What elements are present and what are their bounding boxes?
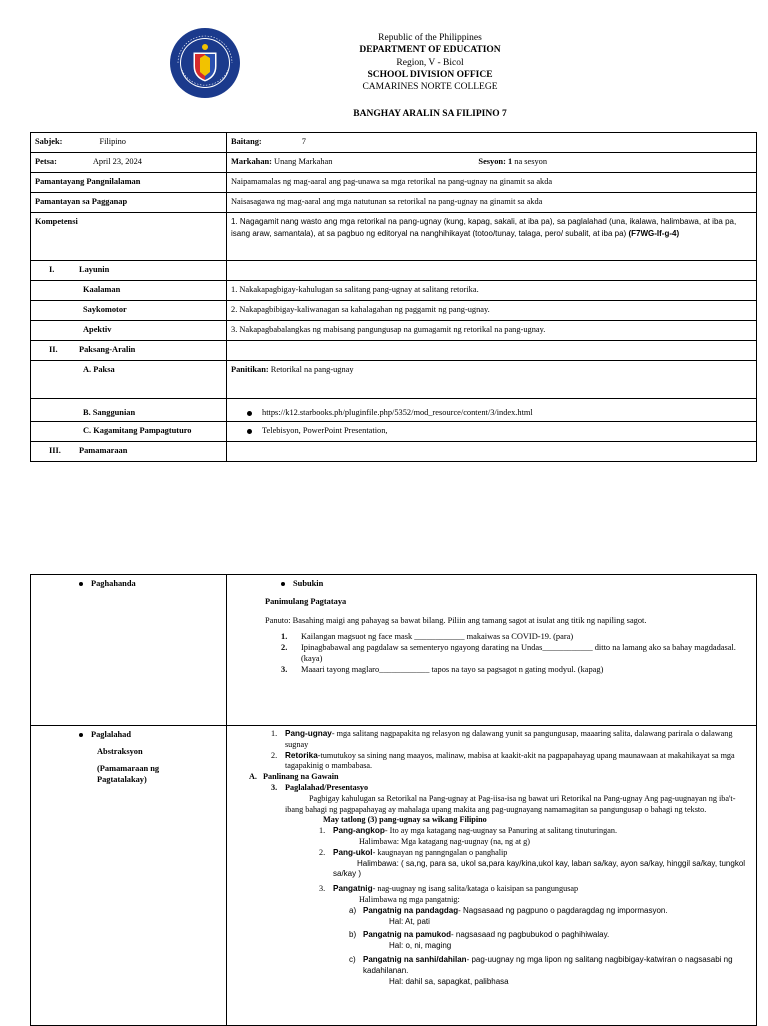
objectives-empty-cell	[227, 261, 757, 281]
conjunction-b	[231, 930, 752, 941]
knowledge-value: 1. Nakakapagbigay-kahulugan sa salitang pang-ugnay at salitang retorika.	[227, 281, 757, 301]
affective-label: Apektiv	[31, 321, 227, 341]
presentation-subheading-number: 3.	[271, 782, 278, 792]
topic-key: Panitikan:	[231, 365, 269, 374]
conjunction-a-term: Pangatnig na pandagdag	[363, 905, 459, 915]
type-3-number: 3.	[319, 884, 326, 894]
performance-standard-value: Naisasagawa ng mag-aaral ang mga natutunan sa retorikal na pang-ugnay na ginamit sa akda	[227, 193, 757, 213]
type-3	[231, 884, 752, 895]
conjunction-a-example: Hal: At, pati	[389, 916, 430, 926]
grade-value: 7	[301, 137, 306, 146]
materials-cell	[227, 422, 757, 442]
definition-2-number: 2.	[271, 750, 278, 760]
psychomotor-value: 2. Nakapagbibigay-kaliwanagan sa kahalagahan ng paggamit ng pang-ugnay.	[227, 301, 757, 321]
procedure-label: Pamamaraan	[79, 446, 128, 455]
subject-matter-row-label	[31, 341, 227, 361]
definition-1	[231, 729, 752, 751]
competency-code: (F7WG-If-g-4)	[628, 229, 680, 238]
question-3-text: Maaari tayong maglaro____________ tapos na tayo sa pagsagot n gating modyul. (kapag)	[301, 665, 604, 674]
competency-cell	[227, 213, 757, 261]
plan-title: BANGHAY ARALIN SA FILIPINO 7	[353, 109, 507, 119]
type-1-term: Pang-angkop	[333, 826, 385, 836]
psychomotor-label: Saykomotor	[31, 301, 227, 321]
materials-label: C. Kagamitang Pampagtuturo	[31, 422, 227, 442]
objectives-row-label	[31, 261, 227, 281]
topic-label: A. Paksa	[31, 361, 227, 399]
type-1-number: 1.	[319, 826, 326, 836]
preparation-label: Paghahanda	[91, 579, 136, 588]
conjunction-a-letter: a)	[349, 905, 357, 915]
subject-cell	[31, 133, 227, 153]
competency-value: 1. Nagagamit nang wasto ang mga retorikal na pang-ugnay (kung, kapag, sakali, at iba pa), sa paglalahad (una, ikalawa, halimbawa, at iba pa, isang araw, samantala), at sa pagbuo ng editoryal na nanghihikayat (totoo/tunay, talaga, pero/ subalit, at iba pa)	[231, 217, 737, 238]
lesson-plan-table-2	[30, 574, 757, 1026]
type-2-number: 2.	[319, 847, 326, 857]
department-line: DEPARTMENT OF EDUCATION	[359, 45, 501, 56]
procedure-row-label	[31, 442, 227, 462]
references-link[interactable]: https://k12.starbooks.ph/pluginfile.php/5352/mod_resource/content/3/index.html	[262, 408, 533, 417]
republic-line: Republic of the Philippines	[378, 33, 482, 43]
main-activity-letter: A.	[249, 772, 257, 782]
discussion-cell	[227, 726, 757, 1026]
type-1	[231, 826, 752, 837]
quarter-cell	[227, 153, 757, 173]
session-label: Sesyon: 1	[478, 157, 513, 166]
references-cell	[227, 399, 757, 422]
method-label: (Pamamaraan ng Pagtatalakay)	[97, 764, 160, 784]
conjunction-c-text: - pag-uugnay ng mga lipon ng salitang nagbibigay-katwiran o nagsasabi ng kadahilanan.	[363, 954, 733, 975]
topic-cell	[227, 361, 757, 399]
procedure-numeral: III.	[49, 446, 61, 455]
subukin-line	[231, 578, 752, 589]
conjunction-c-term: Pangatnig na sanhi/dahilan	[363, 954, 467, 964]
definition-2-term: Retorika	[285, 750, 318, 760]
subject-matter-empty-cell	[227, 341, 757, 361]
type-2-term: Pang-ukol	[333, 847, 373, 857]
pretest-questions	[231, 631, 752, 675]
presentation-label: Paglalahad	[91, 730, 132, 739]
topic-value: Retorikal na pang-ugnay	[270, 365, 354, 374]
objectives-numeral: I.	[49, 265, 55, 274]
type-3-term: Pangatnig	[333, 884, 373, 894]
subject-value: Filipino	[99, 137, 126, 146]
content-standard-value: Naipamamalas ng mag-aaral ang pag-unawa sa mga retorikal na pang-ugnay na ginamit sa akda	[227, 173, 757, 193]
bullet-icon	[247, 411, 252, 416]
document-header	[230, 32, 630, 93]
type-1-example: Halimbawa: Mga katagang nag-uugnay (na, ng at g)	[359, 836, 530, 846]
question-1-number: 1.	[281, 632, 288, 641]
references-label: B. Sanggunian	[31, 399, 227, 422]
type-3-example: Halimbawa ng mga pangatnig:	[359, 894, 460, 904]
main-activity-label: Panlinang na Gawain	[263, 772, 339, 782]
question-2-text: Ipinagbabawal ang pagdalaw sa sementeryo ngayong darating na Undas____________ ditto na lamang ako sa bahay magdadasal. (kaya)	[301, 643, 736, 663]
performance-standard-label: Pamantayan sa Pagganap	[31, 193, 227, 213]
procedure-empty-cell	[227, 442, 757, 462]
quarter-label: Markahan:	[231, 157, 272, 166]
materials-value: Telebisyon, PowerPoint Presentation,	[262, 426, 388, 435]
presentation-subheading	[231, 783, 752, 794]
definition-1-text: - mga salitang nagpapakita ng relasyon ng dalawang yunit sa pangungusap, maaaring salita, dalawang parirala o dalawang sugnay	[285, 729, 733, 749]
presentation-line	[79, 729, 222, 740]
type-1-text: - Ito ay mga katagang nag-uugnay sa Panuring at salitang tinuturingan.	[384, 826, 618, 836]
question-1-text: Kailangan magsuot ng face mask ____________ makaiwas sa COVID-19. (para)	[301, 632, 574, 641]
competency-label: Kompetensi	[31, 213, 227, 261]
type-2-example: Halimbawa: ( sa,ng, para sa, ukol sa,para kay/kina,ukol kay, laban sa/kay, ayon sa/kay, hinggil sa/kay, tungkol sa/kay )	[333, 858, 746, 879]
pretest-instructions: Panuto: Basahing maigi ang pahayag sa bawat bilang. Piliin ang tamang sagot at isulat ang titik ng napiling sagot.	[265, 616, 647, 625]
division-line: SCHOOL DIVISION OFFICE	[367, 69, 493, 80]
grade-label: Baitang:	[231, 137, 262, 146]
definition-1-number: 1.	[271, 729, 278, 738]
bullet-icon	[247, 429, 252, 434]
type-3-text: - nag-uugnay ng isang salita/kataga o kaisipan sa pangungusap	[372, 884, 579, 894]
objectives-label: Layunin	[79, 265, 110, 274]
conjunction-b-term: Pangatnig na pamukod	[363, 930, 452, 940]
presentation-subheading-label: Paglalahad/Presentasyo	[285, 782, 369, 792]
conjunction-c-letter: c)	[349, 954, 356, 964]
affective-value: 3. Nakapagbabalangkas ng mabisang pangungusap na gumagamit ng retorikal na pang-ugnay.	[227, 321, 757, 341]
bullet-icon	[79, 582, 83, 586]
type-2-text: - kaugnayan ng panngngalan o panghalip	[372, 847, 508, 857]
pretest-cell	[227, 575, 757, 726]
date-label: Petsa:	[35, 157, 57, 166]
abstraction-label: Abstraksyon	[97, 747, 143, 756]
subukin-label: Subukin	[293, 579, 324, 588]
subject-label: Sabjek:	[35, 137, 63, 146]
question-2	[281, 642, 752, 664]
definition-1-term: Pang-ugnay	[285, 729, 332, 738]
definition-2	[231, 751, 752, 773]
school-line: CAMARINES NORTE COLLEGE	[362, 82, 498, 93]
question-3	[281, 664, 752, 675]
question-1	[281, 631, 752, 642]
conjunction-b-text: - nagsasaad ng pagbubukod o paghihiwalay.	[451, 930, 610, 940]
definition-2-text: -tumutukoy sa sining nang maayos, malinaw, mabisa at kaakit-akit na pagpapahayag upang maunawaan at makahikayat sa mga tagapakinig o mambabasa.	[285, 750, 735, 771]
question-3-number: 3.	[281, 665, 288, 674]
content-standard-label: Pamantayang Pangnilalaman	[31, 173, 227, 193]
subject-matter-numeral: II.	[49, 345, 58, 354]
date-value: April 23, 2024	[92, 157, 142, 166]
bullet-icon	[79, 733, 83, 737]
question-2-number: 2.	[281, 643, 288, 652]
three-types-heading: May tatlong (3) pang-ugnay sa wikang Filipino	[323, 815, 487, 825]
main-activity	[231, 772, 752, 783]
quarter-value: Unang Markahan	[274, 157, 333, 166]
preparation-cell	[31, 575, 227, 726]
lesson-plan-table-1	[30, 132, 757, 462]
date-cell	[31, 153, 227, 173]
bullet-icon	[281, 582, 285, 586]
conjunction-c-example: Hal: dahil sa, sapagkat, palibhasa	[389, 976, 509, 986]
conjunction-a-text: - Nagsasaad ng pagpuno o pagdaragdag ng impormasyon.	[458, 905, 668, 915]
grade-cell	[227, 133, 757, 153]
knowledge-label: Kaalaman	[31, 281, 227, 301]
type-2	[231, 848, 752, 859]
region-line: Region, V - Bicol	[396, 57, 464, 68]
pretest-title: Panimulang Pagtataya	[265, 597, 347, 606]
subject-matter-label: Paksang-Aralin	[79, 345, 136, 354]
presentation-paragraph: Pagbigay kahulugan sa Retorikal na Pang-ugnay at Pag-iisa-isa ng bawat uri Retorikal na Pang-ugnay Ang pag-uugnayan ng iba't-ibang bahagi ng pagpapahayag ay mahalaga upang makita ang pag-uugnayang namamagitan sa pangungusap o bahagi ng teksto.	[285, 793, 736, 814]
conjunction-b-letter: b)	[349, 930, 357, 940]
conjunction-c	[231, 955, 752, 977]
session-value: na sesyon	[514, 157, 548, 166]
conjunction-b-example: Hal: o, ni, maging	[389, 941, 452, 951]
conjunction-a	[231, 906, 752, 917]
presentation-cell	[31, 726, 227, 1026]
